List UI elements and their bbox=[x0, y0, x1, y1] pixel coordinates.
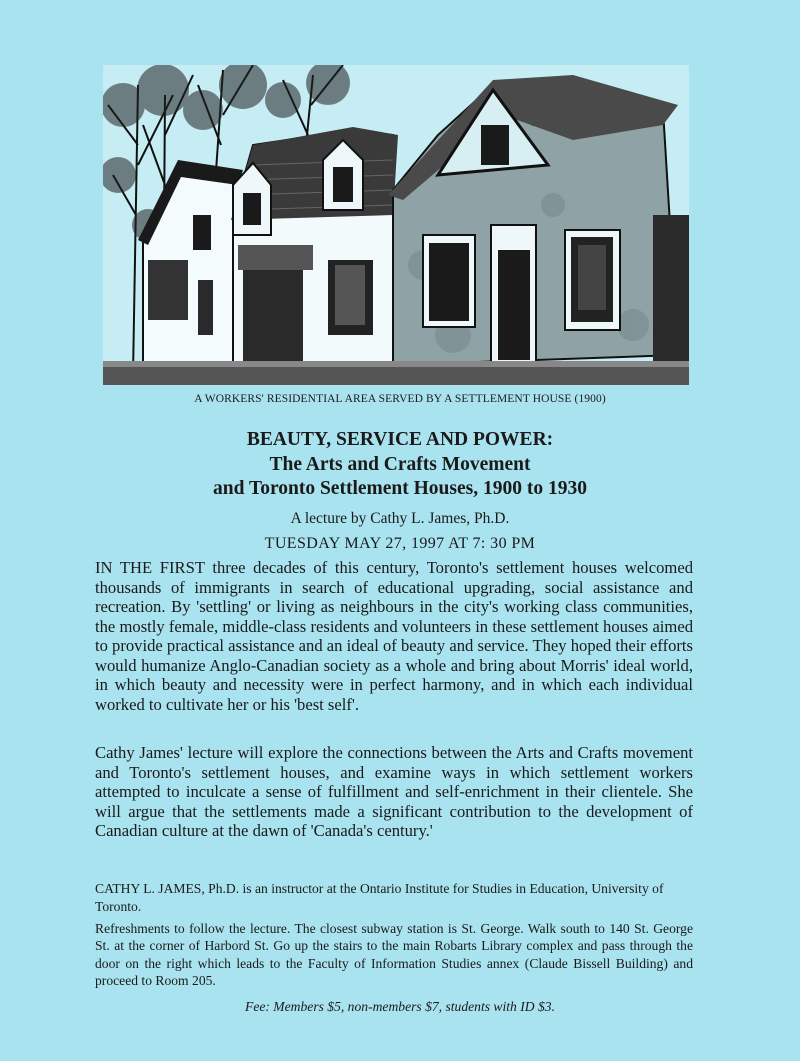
lecture-description: Cathy James' lecture will explore the connections between the Arts and Crafts movement and Toronto's settlement houses, and examine ways in which settlement workers attempted to inculcate a sense of fulfillment and self-enrichment in their clientele. She will argue that the settlements made a significant contribution to the development of Canadian culture at the dawn of 'Canada's century.' bbox=[95, 743, 693, 840]
title-line-2: The Arts and Crafts Movement bbox=[269, 453, 531, 475]
title-line-1: BEAUTY, SERVICE AND POWER: bbox=[246, 429, 554, 450]
intro-paragraph: IN THE FIRST three decades of this century, Toronto's settlement houses welcomed thousands of immigrants in search of educational upgrading, social assistance and recreation. By 'settling' or living as neighbours in the city's working class communities, the mostly female, middle-class residents and volunteers in these settlement houses aimed to provide practical assistance and an ideal of beauty and service. They hoped their efforts would humanize Anglo-Canadian society as a whole and bring about Morris' ideal world, in which beauty and necessity were in perfect harmony, and in which each individual worked to cultivate her or his 'best self'. bbox=[95, 558, 693, 714]
fee-line: Fee: Members $5, non-members $7, students with ID $3. bbox=[245, 999, 555, 1014]
speaker-bio: CATHY L. JAMES, Ph.D. is an instructor at the Ontario Institute for Studies in Education, University of Toronto. bbox=[95, 881, 664, 914]
title-line-3: and Toronto Settlement Houses, 1900 to 1930 bbox=[213, 478, 587, 499]
house-photo bbox=[103, 65, 689, 385]
event-datetime: TUESDAY MAY 27, 1997 AT 7: 30 PM bbox=[264, 535, 536, 552]
lecturer-byline: A lecture by Cathy L. James, Ph.D. bbox=[290, 510, 510, 527]
photo-caption: A WORKERS' RESIDENTIAL AREA SERVED BY A SETTLEMENT HOUSE (1900) bbox=[194, 393, 606, 405]
lecture-title bbox=[0, 428, 800, 502]
directions-paragraph: Refreshments to follow the lecture. The closest subway station is St. George. Walk south to 140 St. George St. at the corner of Harbord St. Go up the stairs to the main Robarts Library complex and pass through the door on the right which leads to the Faculty of Information Studies annex (Claude Bissell Building) and proceed to Room 205. bbox=[95, 921, 693, 989]
